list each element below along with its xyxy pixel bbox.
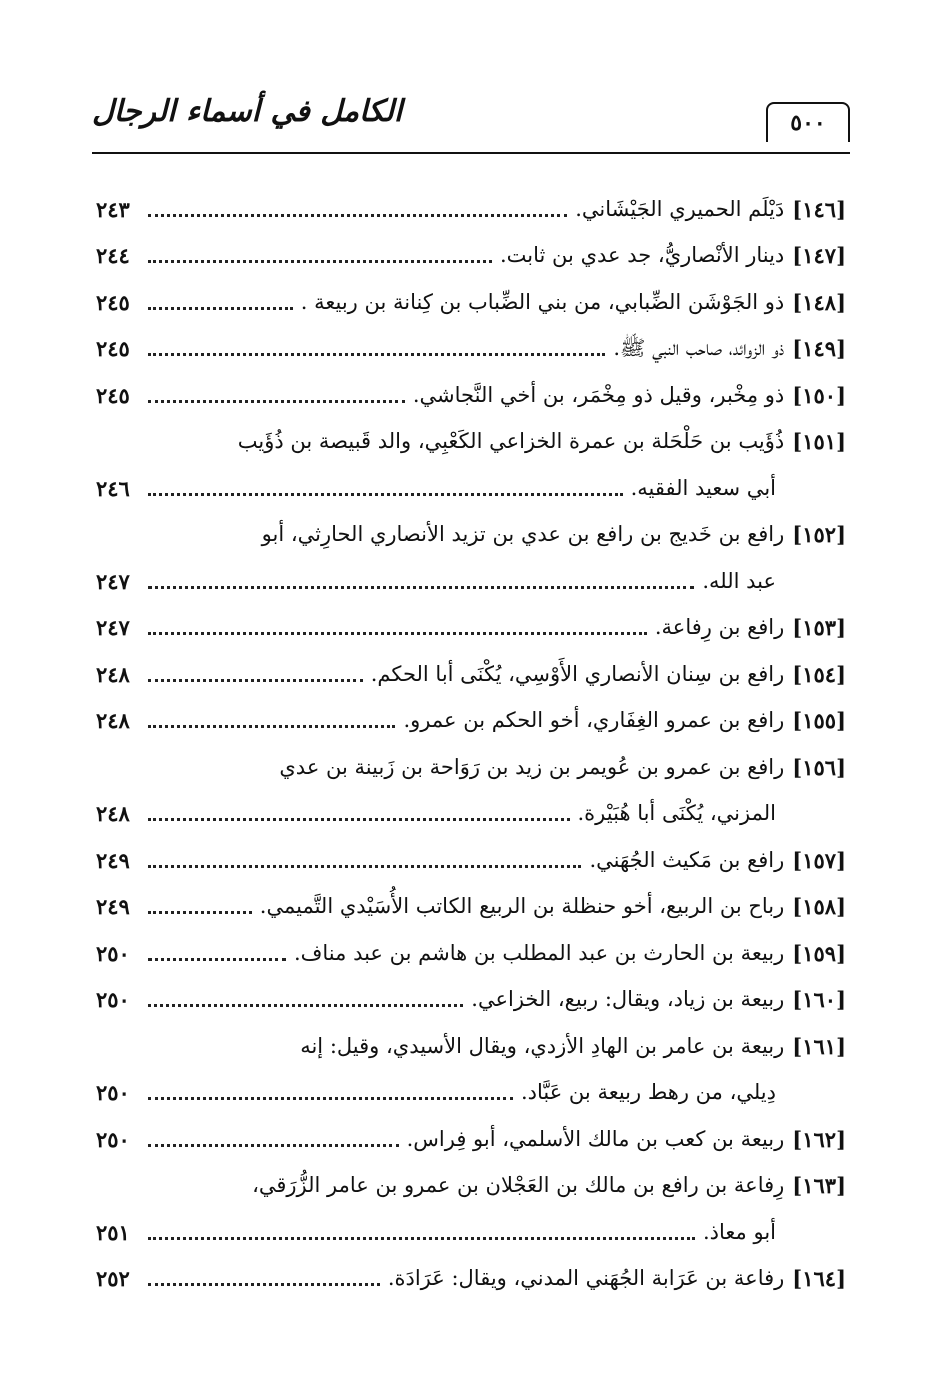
toc-entry-line [96, 279, 846, 326]
page-reference: ٢٤٩ [96, 894, 130, 920]
entry-text: رافع بن مَكيث الجُهَني. [589, 847, 785, 872]
entry-number: [١٤٨] [792, 289, 846, 315]
toc-entry-line [96, 930, 846, 977]
page-reference: ٢٥٠ [96, 1080, 130, 1106]
entry-text: رباح بن الربيع، أخو حنظلة بن الربيع الكاتب الأُسَيْدي التَّميمي. [259, 894, 785, 919]
page-reference: ٢٤٥ [96, 382, 130, 408]
dot-leader [148, 244, 492, 263]
entry-number: [١٥١] [792, 429, 846, 455]
toc-entry-line [96, 837, 846, 884]
toc-entry-line [96, 372, 846, 419]
entry-text: رافع بن عمرو الغِفَاري، أخو الحكم بن عمرو. [403, 708, 785, 733]
page-reference: ٢٥٠ [96, 987, 130, 1013]
entry-text: رافع بن خَديج بن رافع بن عدي بن تزيد الأنصاري الحارِثي، أبو [261, 522, 785, 547]
dot-leader [148, 849, 581, 868]
toc-entry-line [96, 651, 846, 698]
page-reference: ٢٥١ [96, 1219, 130, 1245]
entry-text: ربيعة بن كعب بن مالك الأسلمي، أبو فِراس. [406, 1126, 785, 1151]
toc-entry-line [96, 512, 846, 559]
entry-number: [١٦٤] [792, 1266, 846, 1292]
page-reference: ٢٤٨ [96, 708, 130, 734]
dot-leader [148, 895, 252, 914]
entry-number: [١٥٥] [792, 708, 846, 734]
toc-entry-line [96, 465, 846, 512]
dot-leader [148, 988, 463, 1007]
entry-text: رافع بن سِنان الأنصاري الأَوْسِي، يُكْنَى أبا الحكم. [370, 661, 785, 686]
entry-text: دَيْلَم الحميري الجَيْشَاني. [575, 196, 785, 221]
dot-leader [148, 384, 405, 403]
book-title: الكامل في أسماء الرجال [92, 94, 403, 129]
toc-entry-line [96, 1116, 846, 1163]
toc-entry-line [96, 1256, 846, 1303]
table-of-contents [96, 186, 846, 1302]
entry-text: رافع بن عمرو بن عُويمر بن زيد بن رَوَاحة بن زَبينة بن عدي [279, 754, 785, 779]
entry-text: أبي سعيد الفقيه. [630, 475, 776, 500]
dot-leader [148, 663, 363, 682]
dot-leader [148, 198, 567, 217]
page-reference: ٢٤٤ [96, 243, 130, 269]
toc-entry-line [96, 558, 846, 605]
entry-text: المزني، يُكْنَى أبا هُبَيْرة. [577, 801, 776, 826]
toc-entry-line [96, 1070, 846, 1117]
dot-leader [148, 802, 570, 821]
entry-number: [١٥٧] [792, 847, 846, 873]
entry-number: [١٦٠] [792, 987, 846, 1013]
toc-entry-line [96, 605, 846, 652]
entry-text: رافع بن رِفاعة. [654, 615, 785, 640]
page-number: ٥٠٠ [766, 102, 850, 142]
toc-entry-line [96, 326, 846, 373]
page-reference: ٢٤٦ [96, 475, 130, 501]
toc-entry-line [96, 1163, 846, 1210]
entry-number: [١٦٢] [792, 1126, 846, 1152]
page-reference: ٢٤٩ [96, 847, 130, 873]
dot-leader [148, 337, 605, 356]
entry-text: دِيلي، من رهط ربيعة بن عَبَّاد. [520, 1080, 776, 1105]
header-rule [92, 152, 850, 154]
toc-entry-line [96, 744, 846, 791]
entry-text: ذو الزوائد، صاحب النبي ﷺ. [613, 336, 785, 361]
page-reference: ٢٤٥ [96, 289, 130, 315]
toc-entry-line [96, 1209, 846, 1256]
entry-number: [١٥٩] [792, 940, 846, 966]
toc-entry-line [96, 419, 846, 466]
entry-number: [١٤٧] [792, 243, 846, 269]
toc-entry-line [96, 1023, 846, 1070]
page-reference: ٢٤٧ [96, 568, 130, 594]
page-header [92, 88, 850, 154]
dot-leader [148, 1081, 513, 1100]
page-reference: ٢٥٠ [96, 940, 130, 966]
page-reference: ٢٤٧ [96, 615, 130, 641]
entry-number: [١٥٣] [792, 615, 846, 641]
toc-entry-line [96, 791, 846, 838]
toc-entry-line [96, 977, 846, 1024]
page-reference: ٢٥٢ [96, 1266, 130, 1292]
entry-text: ربيعة بن الحارث بن عبد المطلب بن هاشم بن عبد مناف. [293, 940, 785, 965]
page-reference: ٢٤٨ [96, 801, 130, 827]
entry-text: ربيعة بن زياد، ويقال: ربيع، الخزاعي. [471, 987, 785, 1012]
entry-number: [١٤٩] [792, 336, 846, 362]
entry-text: ذو الجَوْشَن الضِّبابي، من بني الضِّباب بن كِنانة بن ربيعة . [300, 289, 785, 314]
entry-number: [١٥٢] [792, 522, 846, 548]
page-reference: ٢٤٨ [96, 661, 130, 687]
toc-entry-line [96, 233, 846, 280]
dot-leader [148, 570, 694, 589]
entry-number: [١٥٤] [792, 661, 846, 687]
entry-text: ذو مِخْبر، وقيل ذو مِخْمَر، بن أخي النَّجاشي. [412, 382, 785, 407]
entry-number: [١٦١] [792, 1033, 846, 1059]
entry-text: رفاعة بن عَرَابة الجُهَني المدني، ويقال: عَرَادَة. [387, 1266, 785, 1291]
page-reference: ٢٥٠ [96, 1126, 130, 1152]
dot-leader [148, 1128, 399, 1147]
dot-leader [148, 709, 395, 728]
entry-number: [١٥٠] [792, 382, 846, 408]
toc-entry-line [96, 884, 846, 931]
entry-text: ربيعة بن عامر بن الهادِ الأزدي، ويقال الأسيدي، وقيل: إنه [300, 1033, 785, 1058]
entry-text: أبو معاذ. [702, 1219, 776, 1244]
entry-number: [١٥٦] [792, 754, 846, 780]
entry-number: [١٦٣] [792, 1173, 846, 1199]
dot-leader [148, 1267, 380, 1286]
dot-leader [148, 291, 293, 310]
entry-text: عبد الله. [702, 568, 776, 593]
entry-text: رِفاعة بن رافع بن مالك بن العَجْلان بن عمرو بن عامر الزُّرَقي، [252, 1173, 785, 1198]
dot-leader [148, 1221, 695, 1240]
entry-number: [١٤٦] [792, 196, 846, 222]
entry-text: دينار الأنْصاريُّ، جد عدي بن ثابت. [500, 243, 785, 268]
page-reference: ٢٤٣ [96, 196, 130, 222]
entry-number: [١٥٨] [792, 894, 846, 920]
toc-entry-line [96, 698, 846, 745]
dot-leader [148, 942, 286, 961]
dot-leader [148, 477, 623, 496]
dot-leader [148, 616, 647, 635]
entry-text: ذُؤَيب بن حَلْحَلة بن عمرة الخزاعي الكَعْبِي، والد قَبيصة بن ذُؤَيب [237, 429, 785, 454]
page-reference: ٢٤٥ [96, 336, 130, 362]
toc-entry-line [96, 186, 846, 233]
